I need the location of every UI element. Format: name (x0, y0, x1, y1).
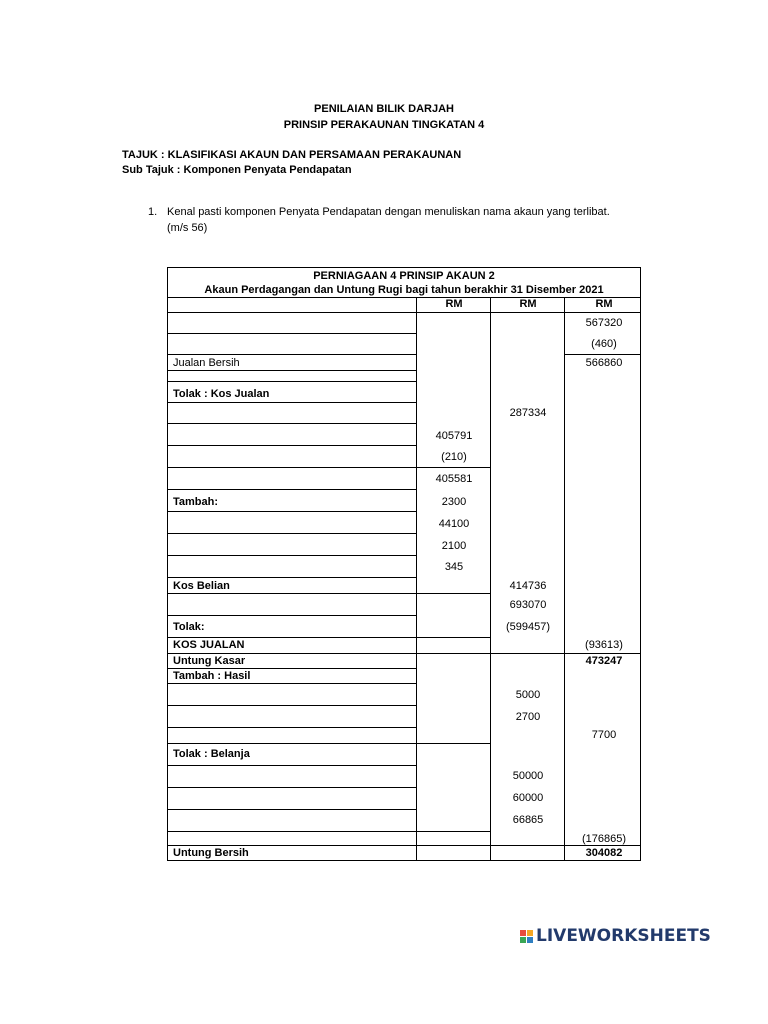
add-income-label: Tambah : Hasil (173, 670, 251, 682)
question-number: 1. (148, 206, 158, 218)
less-cost-of-sales-label: Tolak : Kos Jualan (173, 388, 270, 400)
expense-value-3: 66865 (512, 814, 544, 826)
row-line (167, 637, 491, 638)
add-value-4: 345 (444, 561, 464, 573)
sales-gross-value: 567320 (585, 317, 623, 329)
income-value-1: 5000 (515, 689, 541, 701)
sales-returns-value: (460) (591, 338, 617, 350)
row-line (167, 489, 417, 490)
goods-available-value: 693070 (509, 599, 547, 611)
row-line (167, 333, 417, 334)
net-profit-value: 304082 (585, 847, 623, 859)
row-line (564, 354, 641, 355)
doc-title-line2: PRINSIP PERAKAUNAN TINGKATAN 4 (283, 119, 485, 131)
col-header-rm-2: RM (519, 298, 537, 310)
expense-value-2: 60000 (512, 792, 544, 804)
logo-grid-icon (520, 930, 533, 943)
net-profit-label: Untung Bersih (173, 847, 249, 859)
less-expenses-label: Tolak : Belanja (173, 748, 250, 760)
net-purchases-value: 405581 (435, 473, 473, 485)
cost-of-sales-value: (93613) (585, 639, 623, 651)
table-subtitle: Akaun Perdagangan dan Untung Rugi bagi tahun berakhir 31 Disember 2021 (204, 284, 604, 296)
row-line (167, 683, 417, 684)
row-line (167, 765, 417, 766)
less-label: Tolak: (173, 621, 205, 633)
logo-text: LIVEWORKSHEETS (536, 926, 711, 946)
row-line (167, 593, 491, 594)
opening-stock-value: 287334 (509, 407, 547, 419)
income-value-2: 2700 (515, 711, 541, 723)
row-line (167, 370, 417, 371)
row-line (167, 467, 491, 468)
expense-total-value: (176865) (581, 833, 627, 845)
subtopic-heading: Sub Tajuk : Komponen Penyata Pendapatan (122, 164, 352, 176)
col-divider-3 (564, 297, 565, 860)
gross-profit-value: 473247 (585, 655, 623, 667)
net-sales-label: Jualan Bersih (173, 357, 240, 369)
row-line (167, 423, 417, 424)
row-line (167, 312, 641, 313)
row-line (167, 577, 417, 578)
row-line (167, 402, 417, 403)
closing-stock-value: (599457) (505, 621, 551, 633)
table-title: PERNIAGAAN 4 PRINSIP AKAUN 2 (313, 270, 495, 282)
question-text: Kenal pasti komponen Penyata Pendapatan dengan menuliskan nama akaun yang terlibat. (167, 206, 610, 218)
row-line (167, 354, 417, 355)
row-line (167, 668, 417, 669)
row-line (167, 705, 417, 706)
add-value-1: 2300 (441, 496, 467, 508)
doc-title-line1: PENILAIAN BILIK DARJAH (314, 103, 454, 115)
cost-of-purchases-label: Kos Belian (173, 580, 230, 592)
row-line (167, 743, 491, 744)
col-header-rm-3: RM (595, 298, 613, 310)
col-header-rm-1: RM (445, 298, 463, 310)
row-line (167, 381, 417, 382)
add-label: Tambah: (173, 496, 219, 508)
row-line (167, 809, 417, 810)
question-page-ref: (m/s 56) (167, 222, 208, 234)
topic-heading: TAJUK : KLASIFIKASI AKAUN DAN PERSAMAAN PERAKAUNAN (122, 149, 462, 161)
row-line (167, 727, 417, 728)
row-line (167, 445, 417, 446)
cost-of-purchases-value: 414736 (509, 580, 547, 592)
add-value-3: 2100 (441, 540, 467, 552)
purchase-returns-value: (210) (441, 451, 467, 463)
row-line (167, 615, 417, 616)
gross-profit-label: Untung Kasar (173, 655, 246, 667)
row-line (167, 831, 491, 832)
row-line (167, 511, 417, 512)
liveworksheets-logo (520, 926, 711, 946)
row-line (167, 555, 417, 556)
purchases-value: 405791 (435, 430, 473, 442)
net-sales-value: 566860 (585, 357, 623, 369)
cost-of-sales-label: KOS JUALAN (173, 639, 245, 651)
income-total-value: 7700 (591, 729, 617, 741)
row-line (167, 533, 417, 534)
row-line (167, 787, 417, 788)
col-divider-2 (490, 297, 491, 860)
row-line (167, 653, 641, 654)
trading-profit-loss-table (167, 267, 641, 861)
add-value-2: 44100 (438, 518, 470, 530)
expense-value-1: 50000 (512, 770, 544, 782)
